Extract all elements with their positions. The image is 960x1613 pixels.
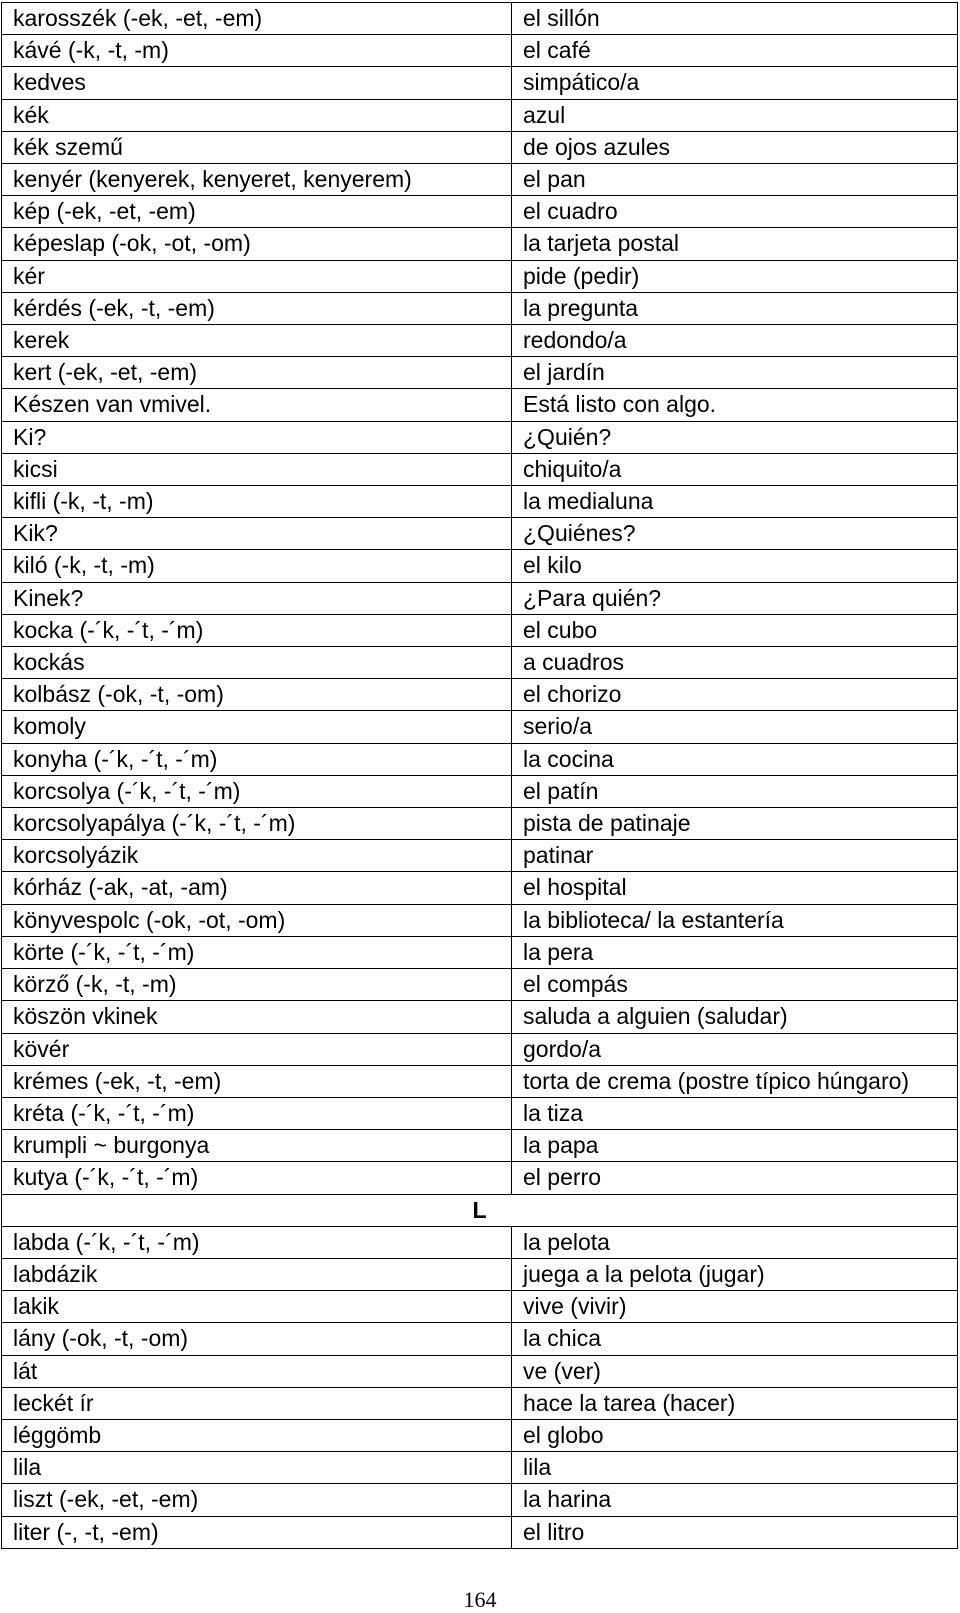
vocabulary-table: [1, 2, 958, 1549]
table-row: [2, 389, 958, 421]
table-row: [2, 1258, 958, 1290]
spanish-translation: chiquito/a: [512, 453, 958, 485]
hungarian-term: lány (-ok, -t, -om): [2, 1323, 512, 1355]
table-row: [2, 453, 958, 485]
spanish-translation: lila: [512, 1452, 958, 1484]
table-row: [2, 518, 958, 550]
hungarian-term: kréta (-´k, -´t, -´m): [2, 1097, 512, 1129]
spanish-translation: el kilo: [512, 550, 958, 582]
hungarian-term: kolbász (-ok, -t, -om): [2, 679, 512, 711]
hungarian-term: kocka (-´k, -´t, -´m): [2, 614, 512, 646]
table-row: [2, 1130, 958, 1162]
hungarian-term: kicsi: [2, 453, 512, 485]
table-row: [2, 421, 958, 453]
spanish-translation: simpático/a: [512, 67, 958, 99]
spanish-translation: patinar: [512, 840, 958, 872]
table-row: [2, 1291, 958, 1323]
table-row: [2, 1516, 958, 1548]
page-number: 164: [463, 1587, 497, 1612]
spanish-translation: la tarjeta postal: [512, 228, 958, 260]
table-row: [2, 936, 958, 968]
table-row: [2, 1226, 958, 1258]
spanish-translation: juega a la pelota (jugar): [512, 1258, 958, 1290]
hungarian-term: lakik: [2, 1291, 512, 1323]
table-row: [2, 1065, 958, 1097]
spanish-translation: ¿Para quién?: [512, 582, 958, 614]
table-row: [2, 35, 958, 67]
table-row: [2, 808, 958, 840]
spanish-translation: ¿Quiénes?: [512, 518, 958, 550]
hungarian-term: krumpli ~ burgonya: [2, 1130, 512, 1162]
hungarian-term: komoly: [2, 711, 512, 743]
hungarian-term: kockás: [2, 647, 512, 679]
spanish-translation: la chica: [512, 1323, 958, 1355]
spanish-translation: la papa: [512, 1130, 958, 1162]
table-row: [2, 711, 958, 743]
hungarian-term: karosszék (-ek, -et, -em): [2, 3, 512, 35]
hungarian-term: Ki?: [2, 421, 512, 453]
spanish-translation: el cuadro: [512, 196, 958, 228]
table-row: [2, 228, 958, 260]
spanish-translation: el patín: [512, 775, 958, 807]
spanish-translation: el chorizo: [512, 679, 958, 711]
table-row: [2, 1419, 958, 1451]
table-row: [2, 679, 958, 711]
table-row: [2, 1162, 958, 1194]
hungarian-term: kedves: [2, 67, 512, 99]
hungarian-term: liter (-, -t, -em): [2, 1516, 512, 1548]
table-row: [2, 872, 958, 904]
hungarian-term: lát: [2, 1355, 512, 1387]
hungarian-term: körte (-´k, -´t, -´m): [2, 936, 512, 968]
hungarian-term: Készen van vmivel.: [2, 389, 512, 421]
table-row: [2, 357, 958, 389]
spanish-translation: el hospital: [512, 872, 958, 904]
hungarian-term: kutya (-´k, -´t, -´m): [2, 1162, 512, 1194]
spanish-translation: torta de crema (postre típico húngaro): [512, 1065, 958, 1097]
hungarian-term: köszön vkinek: [2, 1001, 512, 1033]
spanish-translation: el sillón: [512, 3, 958, 35]
table-row: [2, 131, 958, 163]
table-row: [2, 1033, 958, 1065]
spanish-translation: la medialuna: [512, 486, 958, 518]
hungarian-term: kép (-ek, -et, -em): [2, 196, 512, 228]
table-row: [2, 1355, 958, 1387]
spanish-translation: pista de patinaje: [512, 808, 958, 840]
table-row: [2, 1484, 958, 1516]
spanish-translation: azul: [512, 99, 958, 131]
spanish-translation: la biblioteca/ la estantería: [512, 904, 958, 936]
table-row: [2, 1323, 958, 1355]
spanish-translation: saluda a alguien (saludar): [512, 1001, 958, 1033]
hungarian-term: kerek: [2, 325, 512, 357]
spanish-translation: el compás: [512, 969, 958, 1001]
hungarian-term: krémes (-ek, -t, -em): [2, 1065, 512, 1097]
hungarian-term: lila: [2, 1452, 512, 1484]
spanish-translation: gordo/a: [512, 1033, 958, 1065]
hungarian-term: Kik?: [2, 518, 512, 550]
hungarian-term: kert (-ek, -et, -em): [2, 357, 512, 389]
spanish-translation: la cocina: [512, 743, 958, 775]
table-row: [2, 325, 958, 357]
spanish-translation: el pan: [512, 164, 958, 196]
hungarian-term: korcsolyapálya (-´k, -´t, -´m): [2, 808, 512, 840]
spanish-translation: el perro: [512, 1162, 958, 1194]
spanish-translation: redondo/a: [512, 325, 958, 357]
spanish-translation: la pregunta: [512, 292, 958, 324]
hungarian-term: liszt (-ek, -et, -em): [2, 1484, 512, 1516]
table-row: [2, 840, 958, 872]
hungarian-term: korcsolyázik: [2, 840, 512, 872]
spanish-translation: la pelota: [512, 1226, 958, 1258]
spanish-translation: el café: [512, 35, 958, 67]
table-row: [2, 196, 958, 228]
hungarian-term: Kinek?: [2, 582, 512, 614]
hungarian-term: kórház (-ak, -at, -am): [2, 872, 512, 904]
hungarian-term: kiló (-k, -t, -m): [2, 550, 512, 582]
section-letter: L: [2, 1194, 958, 1226]
spanish-translation: ¿Quién?: [512, 421, 958, 453]
table-row: [2, 99, 958, 131]
table-row: [2, 1001, 958, 1033]
hungarian-term: kövér: [2, 1033, 512, 1065]
table-row: [2, 550, 958, 582]
hungarian-term: kérdés (-ek, -t, -em): [2, 292, 512, 324]
spanish-translation: la tiza: [512, 1097, 958, 1129]
spanish-translation: la harina: [512, 1484, 958, 1516]
table-row: [2, 1387, 958, 1419]
hungarian-term: konyha (-´k, -´t, -´m): [2, 743, 512, 775]
spanish-translation: el litro: [512, 1516, 958, 1548]
spanish-translation: serio/a: [512, 711, 958, 743]
spanish-translation: vive (vivir): [512, 1291, 958, 1323]
hungarian-term: leckét ír: [2, 1387, 512, 1419]
hungarian-term: korcsolya (-´k, -´t, -´m): [2, 775, 512, 807]
spanish-translation: ve (ver): [512, 1355, 958, 1387]
table-row: [2, 3, 958, 35]
hungarian-term: körző (-k, -t, -m): [2, 969, 512, 1001]
spanish-translation: pide (pedir): [512, 260, 958, 292]
spanish-translation: la pera: [512, 936, 958, 968]
spanish-translation: a cuadros: [512, 647, 958, 679]
table-row: [2, 292, 958, 324]
hungarian-term: kér: [2, 260, 512, 292]
hungarian-term: képeslap (-ok, -ot, -om): [2, 228, 512, 260]
table-row: [2, 1452, 958, 1484]
spanish-translation: Está listo con algo.: [512, 389, 958, 421]
table-row: [2, 582, 958, 614]
hungarian-term: könyvespolc (-ok, -ot, -om): [2, 904, 512, 936]
table-row: [2, 647, 958, 679]
table-row: [2, 614, 958, 646]
table-row: [2, 775, 958, 807]
hungarian-term: léggömb: [2, 1419, 512, 1451]
table-row: [2, 1097, 958, 1129]
section-header-row: [2, 1194, 958, 1226]
hungarian-term: kék: [2, 99, 512, 131]
table-row: [2, 164, 958, 196]
hungarian-term: kávé (-k, -t, -m): [2, 35, 512, 67]
hungarian-term: labda (-´k, -´t, -´m): [2, 1226, 512, 1258]
table-row: [2, 260, 958, 292]
spanish-translation: hace la tarea (hacer): [512, 1387, 958, 1419]
spanish-translation: el cubo: [512, 614, 958, 646]
hungarian-term: kenyér (kenyerek, kenyeret, kenyerem): [2, 164, 512, 196]
table-row: [2, 67, 958, 99]
spanish-translation: el globo: [512, 1419, 958, 1451]
table-row: [2, 486, 958, 518]
hungarian-term: kék szemű: [2, 131, 512, 163]
hungarian-term: labdázik: [2, 1258, 512, 1290]
spanish-translation: el jardín: [512, 357, 958, 389]
hungarian-term: kifli (-k, -t, -m): [2, 486, 512, 518]
table-row: [2, 743, 958, 775]
table-row: [2, 904, 958, 936]
table-row: [2, 969, 958, 1001]
spanish-translation: de ojos azules: [512, 131, 958, 163]
